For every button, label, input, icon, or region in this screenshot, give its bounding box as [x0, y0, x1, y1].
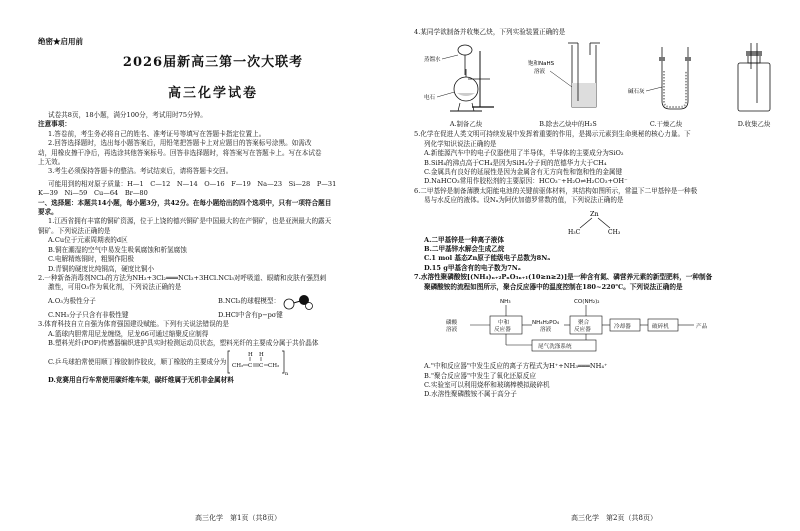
q3-option-d: D.竞赛用自行车常使用碳纤维车架，碳纤维属于无机非金属材料: [48, 376, 234, 385]
q5-option-b: B.SiH₄的沸点高于CH₄是因为SiH₄分子间的范德华力大于CH₄: [424, 158, 607, 167]
notes-heading: 注意事项：: [38, 120, 71, 129]
poly-h-left: H: [248, 352, 254, 359]
q1-option-d: D.青铜的硬度比纯铜高，硬度比铜小: [48, 264, 155, 273]
q4-caption-d: D.收集乙炔: [737, 120, 771, 129]
gas-collection-bottle: [724, 41, 784, 117]
paper-title: 高三化学试卷: [167, 86, 258, 101]
label-water: 蒸馏水: [424, 57, 441, 64]
q1-option-a: A.Cu位于元素周期表的d区: [48, 236, 128, 245]
flow-acid-2: 溶液: [446, 327, 458, 334]
note-2b: 动，用橡皮擦干净后，再选涂其他答案标号。回答非选择题时，将答案写在答题卡上。写在本试卷: [38, 148, 322, 157]
q2-option-b: B.NCl₃的球棍模型：: [218, 297, 281, 306]
q1-stem-2: 铜矿。下列说法正确的是: [38, 226, 111, 235]
note-2a: 2.回答选择题时，选出每小题答案后，用铅笔把答题卡上对应题目的答案标号涂黑。如需改: [48, 139, 312, 148]
q4-caption-b: B.除去乙炔中的H₂S: [539, 120, 597, 129]
q5-stem: 5.化学在促进人类文明可持续发展中发挥着重要的作用，是揭示元素到生命奥秘的核心力量。下: [414, 130, 691, 139]
poly-ch2-left: CH₂: [232, 363, 244, 370]
flow-poly: 聚合: [578, 320, 590, 327]
label-nahs: 饱和NaHS: [528, 61, 555, 68]
q5-option-a: A.新能源汽车中的电子仪器使用了半导体，半导体的主要成分为SiO₂: [424, 149, 624, 158]
q1-stem: 1.江西省拥有丰富的铜矿资源，位于上饶的德兴铜矿是中国最大的在产铜矿，也是亚洲最大的露天: [48, 217, 332, 226]
q2-stem: 2.一种新备消毒剂NCl₃的方法为NH₃+3Cl₂═══NCl₃+3HCl.NCl₃对呼吸道、眼睛和皮肤有强烈刺: [38, 273, 327, 282]
methyl-right: CH₃: [608, 228, 621, 236]
q4-figure-c: [628, 39, 704, 128]
zn-atom: Zn: [590, 209, 599, 218]
flow-crush: 破碎机: [652, 324, 669, 331]
flow-mid-2: 溶液: [540, 327, 552, 334]
q7-option-a: A."中和反应器"中发生反应的离子方程式为H⁺+NH₃═══NH₄⁺: [424, 362, 608, 371]
q2-stem-2: 激性，可用O₃作为氧化剂，下列说法正确的是: [48, 283, 182, 292]
q6-stem-2: 易与水反应的液体。设Nₐ为阿伏加德罗常数的值，下列说法正确的是: [424, 196, 624, 205]
q4-figure-d: [724, 39, 784, 128]
flow-product: 产品: [696, 324, 708, 331]
q7-stem-2: 聚磷酸铵的流程如图所示，聚合反应器中的温度控制在180~220℃。下列说法正确的是: [424, 282, 683, 291]
poly-h-right: H: [259, 352, 265, 359]
poly-c-right: C: [259, 363, 264, 370]
q7-option-d: D.水溶性聚磷酸铵不属于高分子: [424, 390, 517, 399]
q5-option-c: C.金属具有良好的延展性是因为金属含有无方向性和饱和性的金属键: [424, 168, 623, 177]
page-2-footer: 高三化学 第2页（共8页）: [571, 514, 657, 522]
q4-caption-c: C.干燥乙炔: [649, 120, 683, 129]
methyl-left: H₃C: [568, 228, 581, 236]
atomic-masses-2: K—39 Ni—59 Cu—64 Br—80: [38, 189, 148, 198]
q6-option-c: C.1 mol 基态Zn原子能级电子总数为8Nₐ: [424, 254, 551, 263]
exam-info: 试卷共8页，18小题，满分100分，考试用时75分钟。: [48, 111, 207, 119]
atomic-masses-1: 可能用到的相对原子质量：H—1 C—12 N—14 O—16 F—19 Na—23 Si—28 P—31: [48, 179, 337, 188]
q6-option-a: A.二甲基锌是一种离子液体: [424, 235, 504, 244]
acetylene-generator-apparatus: [424, 41, 508, 117]
flow-poly-2: 反应器: [574, 327, 591, 334]
flow-tail: 尾气洗涤系统: [538, 344, 572, 351]
note-2c: 上无效。: [38, 158, 65, 167]
ammonium-polyphosphate-flow: [434, 296, 734, 354]
q4-caption-a: A.制备乙炔: [449, 120, 483, 129]
q6-stem: 6.二甲基锌是制备薄膜太阳能电池的关键前驱体材料，其结构如图所示，常温下二甲基锌是一种极: [414, 186, 698, 195]
label-soln: 溶液: [534, 69, 546, 76]
q5-option-d: D.NaHCO₃常用作胶松剂的主要原因：HCO₃⁻+H₂O⇌H₂CO₃+OH⁻: [424, 177, 628, 186]
section-1-heading-2: 要求。: [38, 208, 58, 217]
poly-n: n: [285, 371, 289, 377]
q6-option-b: B.二甲基锌水解会生成乙烷: [424, 245, 505, 254]
q3-option-a: A.篮球内胆常用尼龙缠绕，尼龙66可通过缩聚反应制得: [48, 329, 209, 338]
q4-stem: 4.某同学欲制备并收集乙炔，下列实验装置正确的是: [414, 28, 566, 36]
poly-ch2-right: CH₂: [268, 363, 280, 370]
flow-urea: CO(NH₂)₂: [574, 299, 600, 306]
q4-figures: [424, 39, 784, 128]
q1-option-b: B.铜在潮湿的空气中易发生吸氧腐蚀和析氢腐蚀: [48, 245, 187, 254]
dimethylzinc-structure: [556, 206, 636, 236]
q4-figure-a: [424, 39, 508, 128]
q6-option-d: D.15 g甲基含有的电子数为7Nₐ: [424, 263, 521, 272]
note-3: 3.考生必须保持答题卡的整洁。考试结束后，请将答题卡交回。: [48, 167, 233, 176]
q7-option-c: C.实验室可以利用烧杯和玻璃棒模拟破碎机: [424, 380, 550, 389]
q3-option-c: C.乒乓球拍常使用顺丁橡胶制作胶皮，顺丁橡胶的主要成分为: [48, 357, 227, 366]
cis-polybutadiene-structure: [226, 348, 290, 376]
q3-stem: 3.体育科技自立自强为体育强国建设赋能。下列有关说法错误的是: [38, 320, 229, 329]
q7-flowchart: [434, 296, 778, 358]
q3-option-b: B.塑料光纤(POF)传感器编织进护具实时检测运动员状态，塑料光纤的主要成分属于共价晶体: [48, 338, 319, 347]
flow-nh3: NH₃: [500, 299, 511, 306]
q2-option-a: A.O₃为极性分子: [48, 297, 96, 306]
q2-option-c: C.NH₃分子只含有非极性键: [48, 310, 129, 319]
label-lime: 碱石灰: [628, 89, 645, 96]
flow-neutral: 中和: [498, 320, 510, 327]
page-1-footer: 高三化学 第1页（共8页）: [195, 514, 281, 522]
flow-acid: 磷酸: [446, 320, 458, 327]
page-2: [400, 0, 800, 531]
q4-figure-b: [528, 39, 608, 128]
secret-label: 绝密★启用前: [38, 37, 83, 46]
gas-washing-bottle: [528, 41, 608, 117]
ball-stick-model-icon: [280, 293, 314, 311]
exam-title: 2026届新高三第一次大联考: [122, 55, 304, 70]
q7-stem: 7.水溶性聚磷酸铵[(NH₄)ₙ₊₂PₙO₃ₙ₊₁(10≥n≥2)]是一种含有氮、磷营养元素的新型肥料，一种制备: [414, 273, 713, 282]
q5-stem-2: 列化学知识说法正确的是: [424, 139, 497, 148]
q2-option-d: D.HCl中含有p−pσ键: [218, 310, 283, 319]
poly-c-left: C: [248, 363, 253, 370]
u-tube-drying-apparatus: [628, 41, 704, 117]
flow-neutral-2: 反应器: [494, 327, 511, 334]
flow-mid: NH₄H₂PO₄: [532, 320, 560, 327]
note-1: 1.答卷前，考生务必将自己的姓名、准考证号等填写在答题卡指定位置上。: [48, 129, 266, 138]
section-1-heading: 一、选择题：本题共14小题，每小题3分，共42分。在每小题给出的四个选项中，只有一项符合题目: [38, 198, 332, 207]
label-stone: 电石: [424, 95, 436, 102]
flow-cool: 冷却器: [614, 324, 631, 331]
q1-option-c: C.电解精炼铜时，粗铜作阳极: [48, 255, 135, 264]
q7-option-b: B."聚合反应器"中发生了氧化还原反应: [424, 371, 536, 380]
